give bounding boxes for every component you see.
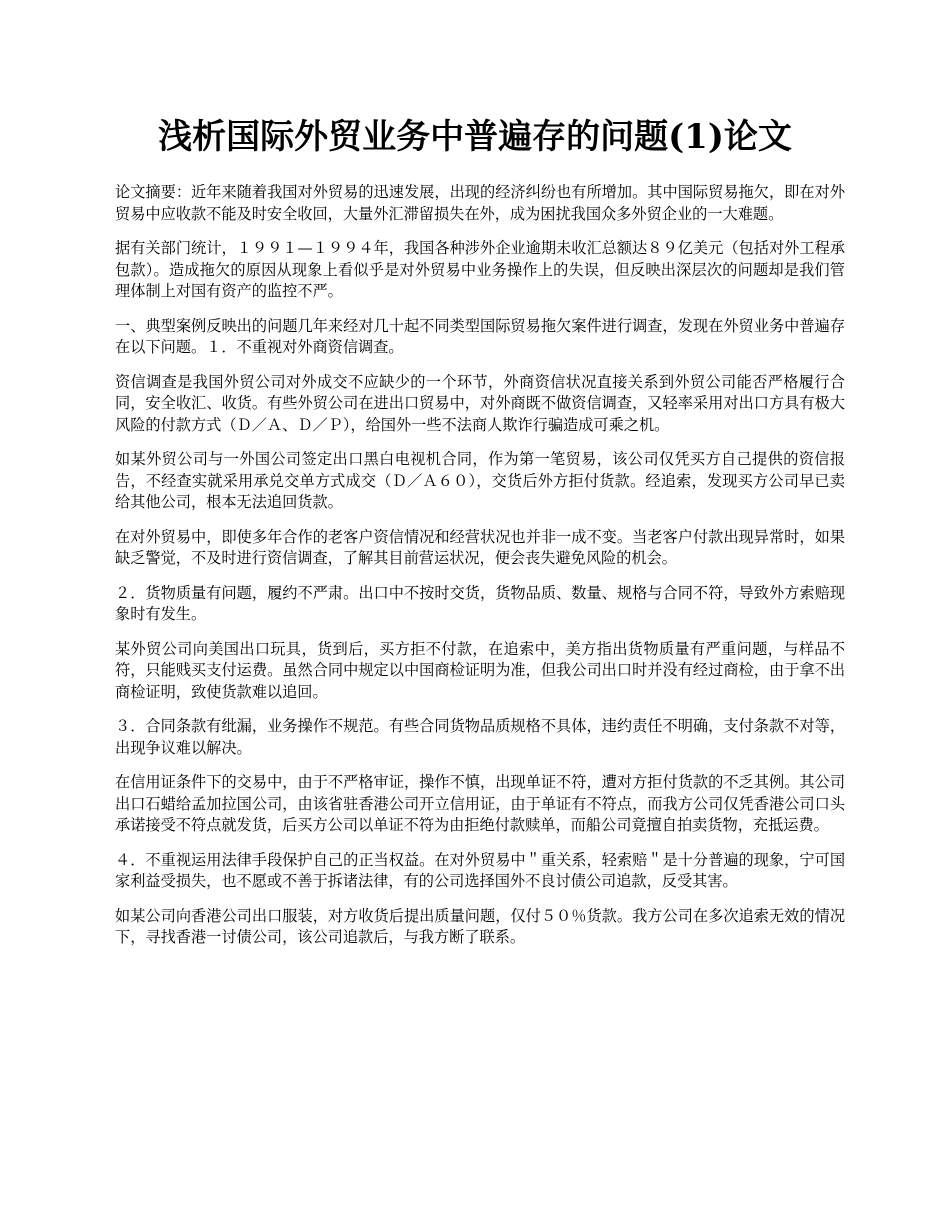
document-title: 浅析国际外贸业务中普遍存的问题(1)论文: [158, 117, 792, 157]
paragraph: 资信调查是我国外贸公司对外成交不应缺少的一个环节，外商资信状况直接关系到外贸公司能否严格履行合同，安全收汇、收货。有些外贸公司在进出口贸易中，对外商既不做资信调查，又轻率采用对出口方具有极大风险的付款方式（Ｄ／Ａ、Ｄ／Ｐ），给国外一些不法商人欺诈行骗造成可乘之机。: [115, 372, 845, 434]
paragraph: ２．货物质量有问题，履约不严肃。出口中不按时交货，货物品质、数量、规格与合同不符，导致外方索赔现象时有发生。: [115, 583, 845, 623]
paragraph: 在信用证条件下的交易中，由于不严格审证，操作不慎，出现单证不符，遭对方拒付货款的不乏其例。其公司出口石蜡给孟加拉国公司，由该省驻香港公司开立信用证，由于单证有不符点，而我方公司仅凭香港公司口头承诺接受不符点就发货，后买方公司以单证不符为由拒绝付款赎单，而船公司竟擅自拍卖货物，充抵运费。: [115, 773, 845, 834]
paragraph: 在对外贸易中，即使多年合作的老客户资信情况和经营状况也并非一成不变。当老客户付款出现异常时，如果缺乏警觉，不及时进行资信调查，了解其目前营运状况，便会丧失避免风险的机会。: [115, 527, 845, 567]
paragraph: 某外贸公司向美国出口玩具，货到后，买方拒不付款，在追索中，美方指出货物质量有严重问题，与样品不符，只能贱买支付运费。虽然合同中规定以中国商检证明为准，但我公司出口时并没有经过商检，由于拿不出商检证明，致使货款难以追回。: [115, 639, 845, 701]
paragraph: 如某外贸公司与一外国公司签定出口黑白电视机合同，作为第一笔贸易，该公司仅凭买方自己提供的资信报告，不经查实就采用承兑交单方式成交（Ｄ／Ａ６０），交货后外方拒付货款。经追索，发现买方公司早已卖给其他公司，根本无法追回货款。: [115, 450, 845, 511]
paragraph: ３．合同条款有纰漏，业务操作不规范。有些合同货物品质规格不具体，违约责任不明确，支付条款不对等，出现争议难以解决。: [115, 717, 845, 757]
document-body: [115, 182, 845, 962]
paragraph: ４．不重视运用法律手段保护自己的正当权益。在对外贸易中＂重关系，轻索赔＂是十分普遍的现象，宁可国家利益受损失，也不愿或不善于拆诸法律，有的公司选择国外不良讨债公司追款，反受其害。: [115, 850, 845, 890]
paragraph: 如某公司向香港公司出口服装，对方收货后提出质量问题，仅付５０％货款。我方公司在多次追索无效的情况下，寻找香港一讨债公司，该公司追款后，与我方断了联系。: [115, 906, 845, 946]
paragraph-abstract: 论文摘要：近年来随着我国对外贸易的迅速发展，出现的经济纠纷也有所增加。其中国际贸易拖欠，即在对外贸易中应收款不能及时安全收回，大量外汇滞留损失在外，成为困扰我国众多外贸企业的一大难题。: [115, 183, 845, 223]
paragraph: 据有关部门统计，１９９１—１９９４年，我国各种涉外企业逾期未收汇总额达８９亿美元（包括对外工程承包款）。造成拖欠的原因从现象上看似乎是对外贸易中业务操作上的失误，但反映出深层次的问题却是我们管理体制上对国有资产的监控不严。: [115, 239, 845, 300]
paragraph: 一、典型案例反映出的问题几年来经对几十起不同类型国际贸易拖欠案件进行调查，发现在外贸业务中普遍存在以下问题。１．不重视对外商资信调查。: [115, 316, 845, 356]
